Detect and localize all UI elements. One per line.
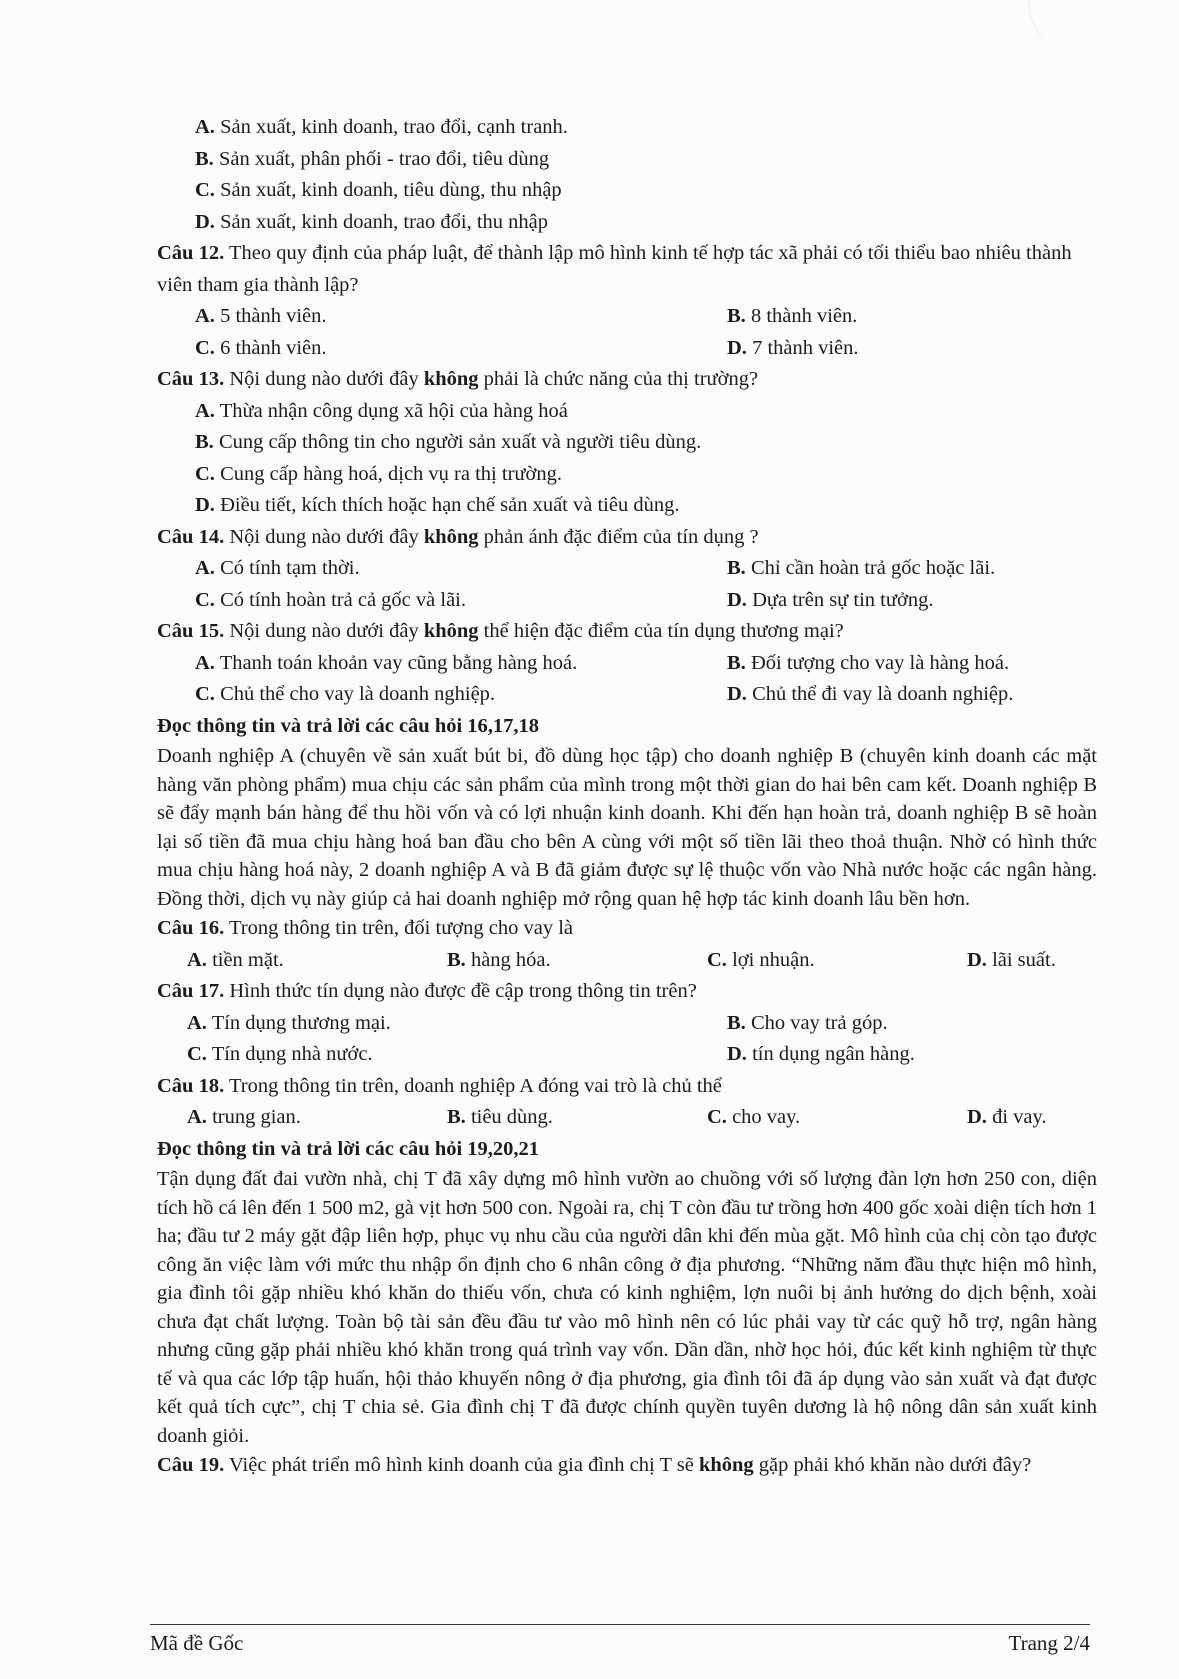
q15-options-row2: C. Chủ thể cho vay là doanh nghiệp. D. Chủ thể đi vay là doanh nghiệp. (195, 683, 1014, 705)
q16-option-a: tiền mặt. (212, 948, 284, 971)
q18-option-c: cho vay. (732, 1106, 801, 1128)
q12-option-a: 5 thành viên. (220, 305, 327, 327)
q18-stem: Câu 18. Trong thông tin trên, doanh nghiệp A đóng vai trò là chủ thể (157, 1074, 722, 1097)
q12-option-c: 6 thành viên. (220, 336, 327, 359)
q18-option-a: trung gian. (212, 1106, 301, 1128)
q15-options-row1: A. Thanh toán khoản vay cũng bằng hàng hoá. B. Đối tượng cho vay là hàng hoá. (195, 651, 1010, 674)
q15-option-a: Thanh toán khoản vay cũng bằng hàng hoá. (219, 651, 578, 674)
q18-option-d: đi vay. (992, 1106, 1047, 1128)
page-corner-fold (1028, 0, 1179, 60)
q17-option-d: tín dụng ngân hàng. (752, 1043, 915, 1065)
reading1-heading: Đọc thông tin và trả lời các câu hỏi 16,17,18 (157, 714, 540, 737)
q17-option-b: Cho vay trả góp. (750, 1011, 888, 1034)
q13-option-d: D. Điều tiết, kích thích hoặc hạn chế sản xuất và tiêu dùng. (195, 494, 680, 516)
q12-option-d: 7 thành viên. (752, 336, 859, 359)
reading2-heading: Đọc thông tin và trả lời các câu hỏi 19,20,21 (157, 1137, 540, 1160)
q12-options-row2: C. 6 thành viên. D. 7 thành viên. (195, 336, 859, 359)
q17-option-c: Tín dụng nhà nước. (211, 1043, 373, 1065)
q13-stem: Câu 13. Nội dung nào dưới đây không phải là chức năng của thị trường? (157, 368, 759, 390)
reading2-passage: Tận dụng đất đai vườn nhà, chị T đã xây dựng mô hình vườn ao chuồng với số lượng đàn lợn hơn 250 con, diện tích hồ cá lên đến 1 500 m2, gà vịt hơn 500 con. Ngoài ra, chị T còn đầu tư trồng hơn 400 gốc xoài diện tích hơn 1 ha; đầu tư 2 máy gặt đập liên hợp, phục vụ nhu cầu của người dân khi đến mùa gặt. Mô hình của chị còn tạo được công ăn việc làm với mức thu nhập ổn định cho 6 nhân công ở địa phương. “Những năm đầu thực hiện mô hình, gia đình tôi gặp nhiều khó khăn do thiếu vốn, chưa có kinh nghiệm, lợn nuôi bị ảnh hưởng do dịch bệnh, xoài chưa đạt chất lượng. Toàn bộ tài sản đều đầu tư vào mô hình nên có lúc phải vay từ các quỹ hỗ trợ, ngân hàng nhưng cũng gặp phải nhiều khó khăn trong quá trình vay vốn. Dần dần, nhờ học hỏi, đúc kết kinh nghiệm từ thực tế và qua các lớp tập huấn, hội thảo khuyến nông ở địa phương, gia đình tôi đã áp dụng vào sản xuất và đạt được kết quả tích cực”, chị T chia sẻ. Gia đình chị T đã được chính quyền tuyên dương là hộ nông dân sản xuất kinh doanh giỏi. (157, 1168, 1097, 1447)
q13-option-a: A. Thừa nhận công dụng xã hội của hàng hoá (195, 399, 568, 422)
q16-option-b: hàng hóa. (470, 948, 551, 971)
q14-option-b: Chỉ cần hoàn trả gốc hoặc lãi. (750, 557, 996, 579)
q14-options-row2: C. Có tính hoàn trả cả gốc và lãi. D. Dựa trên sự tin tưởng. (195, 588, 934, 611)
q11-option-b: B. Sản xuất, phân phối - trao đổi, tiêu dùng (195, 147, 550, 170)
q14-option-a: Có tính tạm thời. (220, 557, 360, 579)
q19-stem: Câu 19. Việc phát triển mô hình kinh doanh của gia đình chị T sẽ không gặp phải khó khăn nào dưới đây? (157, 1454, 1032, 1476)
q11-option-d: D. Sản xuất, kinh doanh, trao đổi, thu nhập (195, 210, 549, 233)
q15-option-c: Chủ thể cho vay là doanh nghiệp. (220, 683, 496, 705)
q17-options-row1: A. Tín dụng thương mại. B. Cho vay trả góp. (187, 1011, 888, 1034)
q16-option-c: lợi nhuận. (732, 948, 815, 971)
q17-option-a: Tín dụng thương mại. (211, 1011, 391, 1034)
page-footer (150, 1624, 1090, 1656)
q15-option-b: Đối tượng cho vay là hàng hoá. (750, 651, 1010, 674)
reading1-passage: Doanh nghiệp A (chuyên về sản xuất bút bi, đồ dùng học tập) cho doanh nghiệp B (chuyên kinh doanh các mặt hàng văn phòng phẩm) mua chịu các sản phẩm của mình trong một thời gian do hai bên cam kết. Doanh nghiệp B sẽ đẩy mạnh bán hàng để thu hồi vốn và có lợi nhuận kinh doanh. Khi đến hạn hoàn trả, doanh nghiệp B sẽ hoàn lại số tiền đã mua chịu hàng hoá ban đầu cho bên A cùng với một số tiền lãi theo thoả thuận. Nhờ có hình thức mua chịu hàng hoá này, 2 doanh nghiệp A và B đã giảm được sự lệ thuộc vốn vào Nhà nước hoặc các ngân hàng. Đồng thời, dịch vụ này giúp cả hai doanh nghiệp mở rộng quan hệ hợp tác kinh doanh lâu bền hơn. (157, 745, 1097, 910)
q13-option-b: B. Cung cấp thông tin cho người sản xuất và người tiêu dùng. (195, 431, 702, 453)
q16-option-d: lãi suất. (992, 948, 1056, 971)
q14-option-c: Có tính hoàn trả cả gốc và lãi. (220, 588, 466, 611)
q13-option-c: C. Cung cấp hàng hoá, dịch vụ ra thị trường. (195, 462, 562, 485)
q17-options-row2: C. Tín dụng nhà nước. D. tín dụng ngân hàng. (187, 1043, 915, 1065)
q12-options-row1: A. 5 thành viên. B. 8 thành viên. (195, 305, 858, 327)
q12-stem: Câu 12. Theo quy định của pháp luật, để thành lập mô hình kinh tế hợp tác xã phải có tối thiểu bao nhiêu thành viên tham gia thành lập? (157, 242, 1072, 296)
q18-options: A. trung gian. B. tiêu dùng. C. cho vay. D. đi vay. (187, 1106, 1047, 1128)
q14-options-row1: A. Có tính tạm thời. B. Chỉ cần hoàn trả gốc hoặc lãi. (195, 557, 996, 579)
page-number: Trang 2/4 (1008, 1631, 1090, 1655)
exam-content (157, 112, 1097, 1482)
q16-stem: Câu 16. Trong thông tin trên, đối tượng cho vay là (157, 917, 574, 939)
exam-code: Mã đề Gốc (150, 1631, 244, 1655)
q15-stem: Câu 15. Nội dung nào dưới đây không thể hiện đặc điểm của tín dụng thương mại? (157, 620, 844, 642)
q11-option-a: A. Sản xuất, kinh doanh, trao đổi, cạnh tranh. (195, 116, 568, 138)
q11-option-c: C. Sản xuất, kinh doanh, tiêu dùng, thu nhập (195, 179, 562, 201)
q17-stem: Câu 17. Hình thức tín dụng nào được đề cập trong thông tin trên? (157, 980, 697, 1002)
q18-option-b: tiêu dùng. (470, 1106, 553, 1128)
q14-stem: Câu 14. Nội dung nào dưới đây không phản ánh đặc điểm của tín dụng ? (157, 525, 759, 548)
q12-option-b: 8 thành viên. (750, 305, 858, 327)
q16-options: A. tiền mặt. B. hàng hóa. C. lợi nhuận. D. lãi suất. (187, 948, 1056, 971)
q14-option-d: Dựa trên sự tin tưởng. (752, 588, 934, 611)
q15-option-d: Chủ thể đi vay là doanh nghiệp. (752, 683, 1014, 705)
